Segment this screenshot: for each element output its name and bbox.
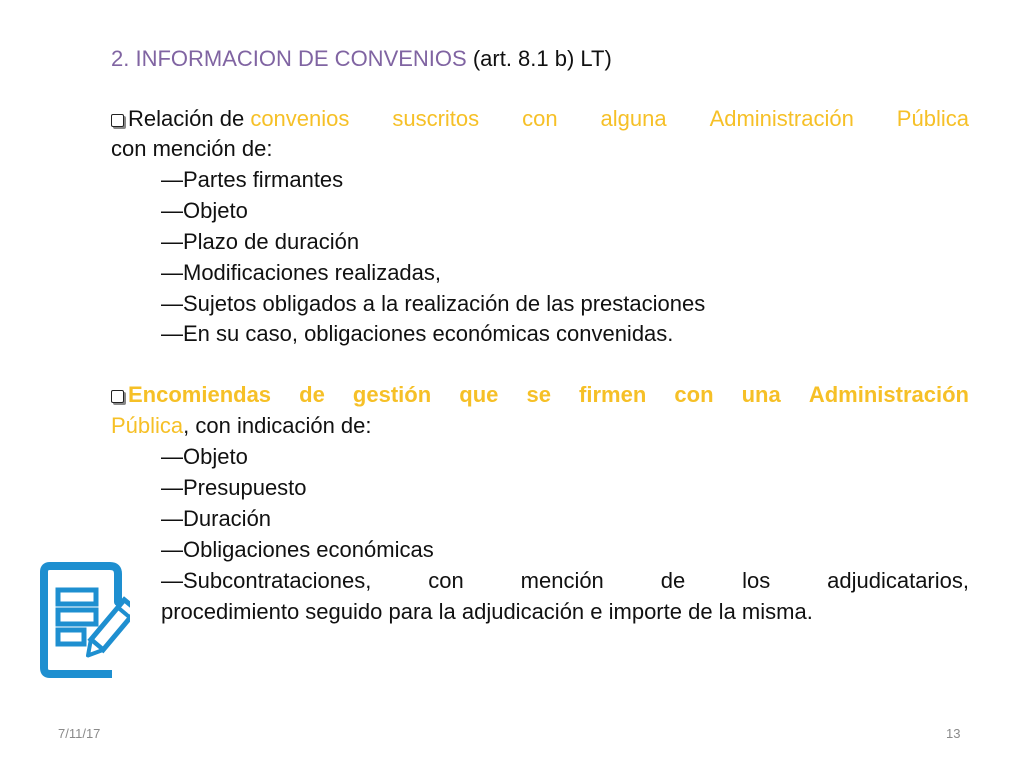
section1-highlight-word: con <box>522 106 558 131</box>
section2-highlight-word: Administración <box>808 382 969 407</box>
section2-highlight-word: se <box>526 382 551 407</box>
section2-highlight-word: firmen <box>579 382 647 407</box>
slide-title <box>111 44 612 74</box>
section2-highlight-word: gestión <box>352 382 432 407</box>
section2-highlight-word: Encomiendas <box>111 380 271 410</box>
section2-highlight-word: de <box>299 382 325 407</box>
section1-highlight-word: Pública <box>896 106 969 131</box>
item-word: adjudicatarios, <box>827 568 969 593</box>
checkbox-bullet-icon <box>111 114 124 127</box>
list-item: —Duración <box>161 506 272 531</box>
footer-page-number: 13 <box>946 726 961 741</box>
section2-continuation <box>111 411 372 441</box>
section2-tail: , con indicación de: <box>183 413 372 438</box>
section2-highlight-word: con <box>674 382 714 407</box>
section1-lead: Relación de convenios <box>111 104 349 134</box>
section1-lead-line <box>111 104 969 134</box>
section1-continuation: con mención de: <box>111 136 273 161</box>
item-word: con <box>428 568 464 593</box>
item-word: mención <box>520 568 604 593</box>
list-item: —Objeto <box>161 444 248 469</box>
footer-date: 7/11/17 <box>58 726 101 741</box>
list-item: —Partes firmantes <box>161 167 344 192</box>
list-item: —Objeto <box>161 198 248 223</box>
checkbox-bullet-icon <box>111 390 124 403</box>
list-item: —Modificaciones realizadas, <box>161 260 442 285</box>
item-word: los <box>742 568 771 593</box>
section2-highlight-word: que <box>459 382 499 407</box>
section1-highlight-word: Administración <box>709 106 854 131</box>
list-item: —Obligaciones económicas <box>161 537 434 562</box>
item-word: —Subcontrataciones, <box>161 568 372 593</box>
list-item: —Plazo de duración <box>161 229 360 254</box>
section2-highlight-tail: Pública <box>111 413 184 438</box>
section2-lead-line <box>111 380 969 410</box>
list-item: —Presupuesto <box>161 475 307 500</box>
list-item-subcontrataciones <box>161 566 969 596</box>
section2-highlight-word: una <box>741 382 781 407</box>
section1-highlight-word: suscritos <box>392 106 480 131</box>
document-edit-icon <box>40 562 130 678</box>
section1-highlight-word: alguna <box>600 106 667 131</box>
item-word: de <box>660 568 686 593</box>
title-reference: (art. 8.1 b) LT) <box>466 46 612 71</box>
list-item: —Sujetos obligados a la realización de las prestaciones <box>161 291 706 316</box>
list-item-continuation: procedimiento seguido para la adjudicación e importe de la misma. <box>161 599 813 624</box>
list-item: —En su caso, obligaciones económicas convenidas. <box>161 321 674 346</box>
title-main: 2. INFORMACION DE CONVENIOS <box>111 46 467 71</box>
